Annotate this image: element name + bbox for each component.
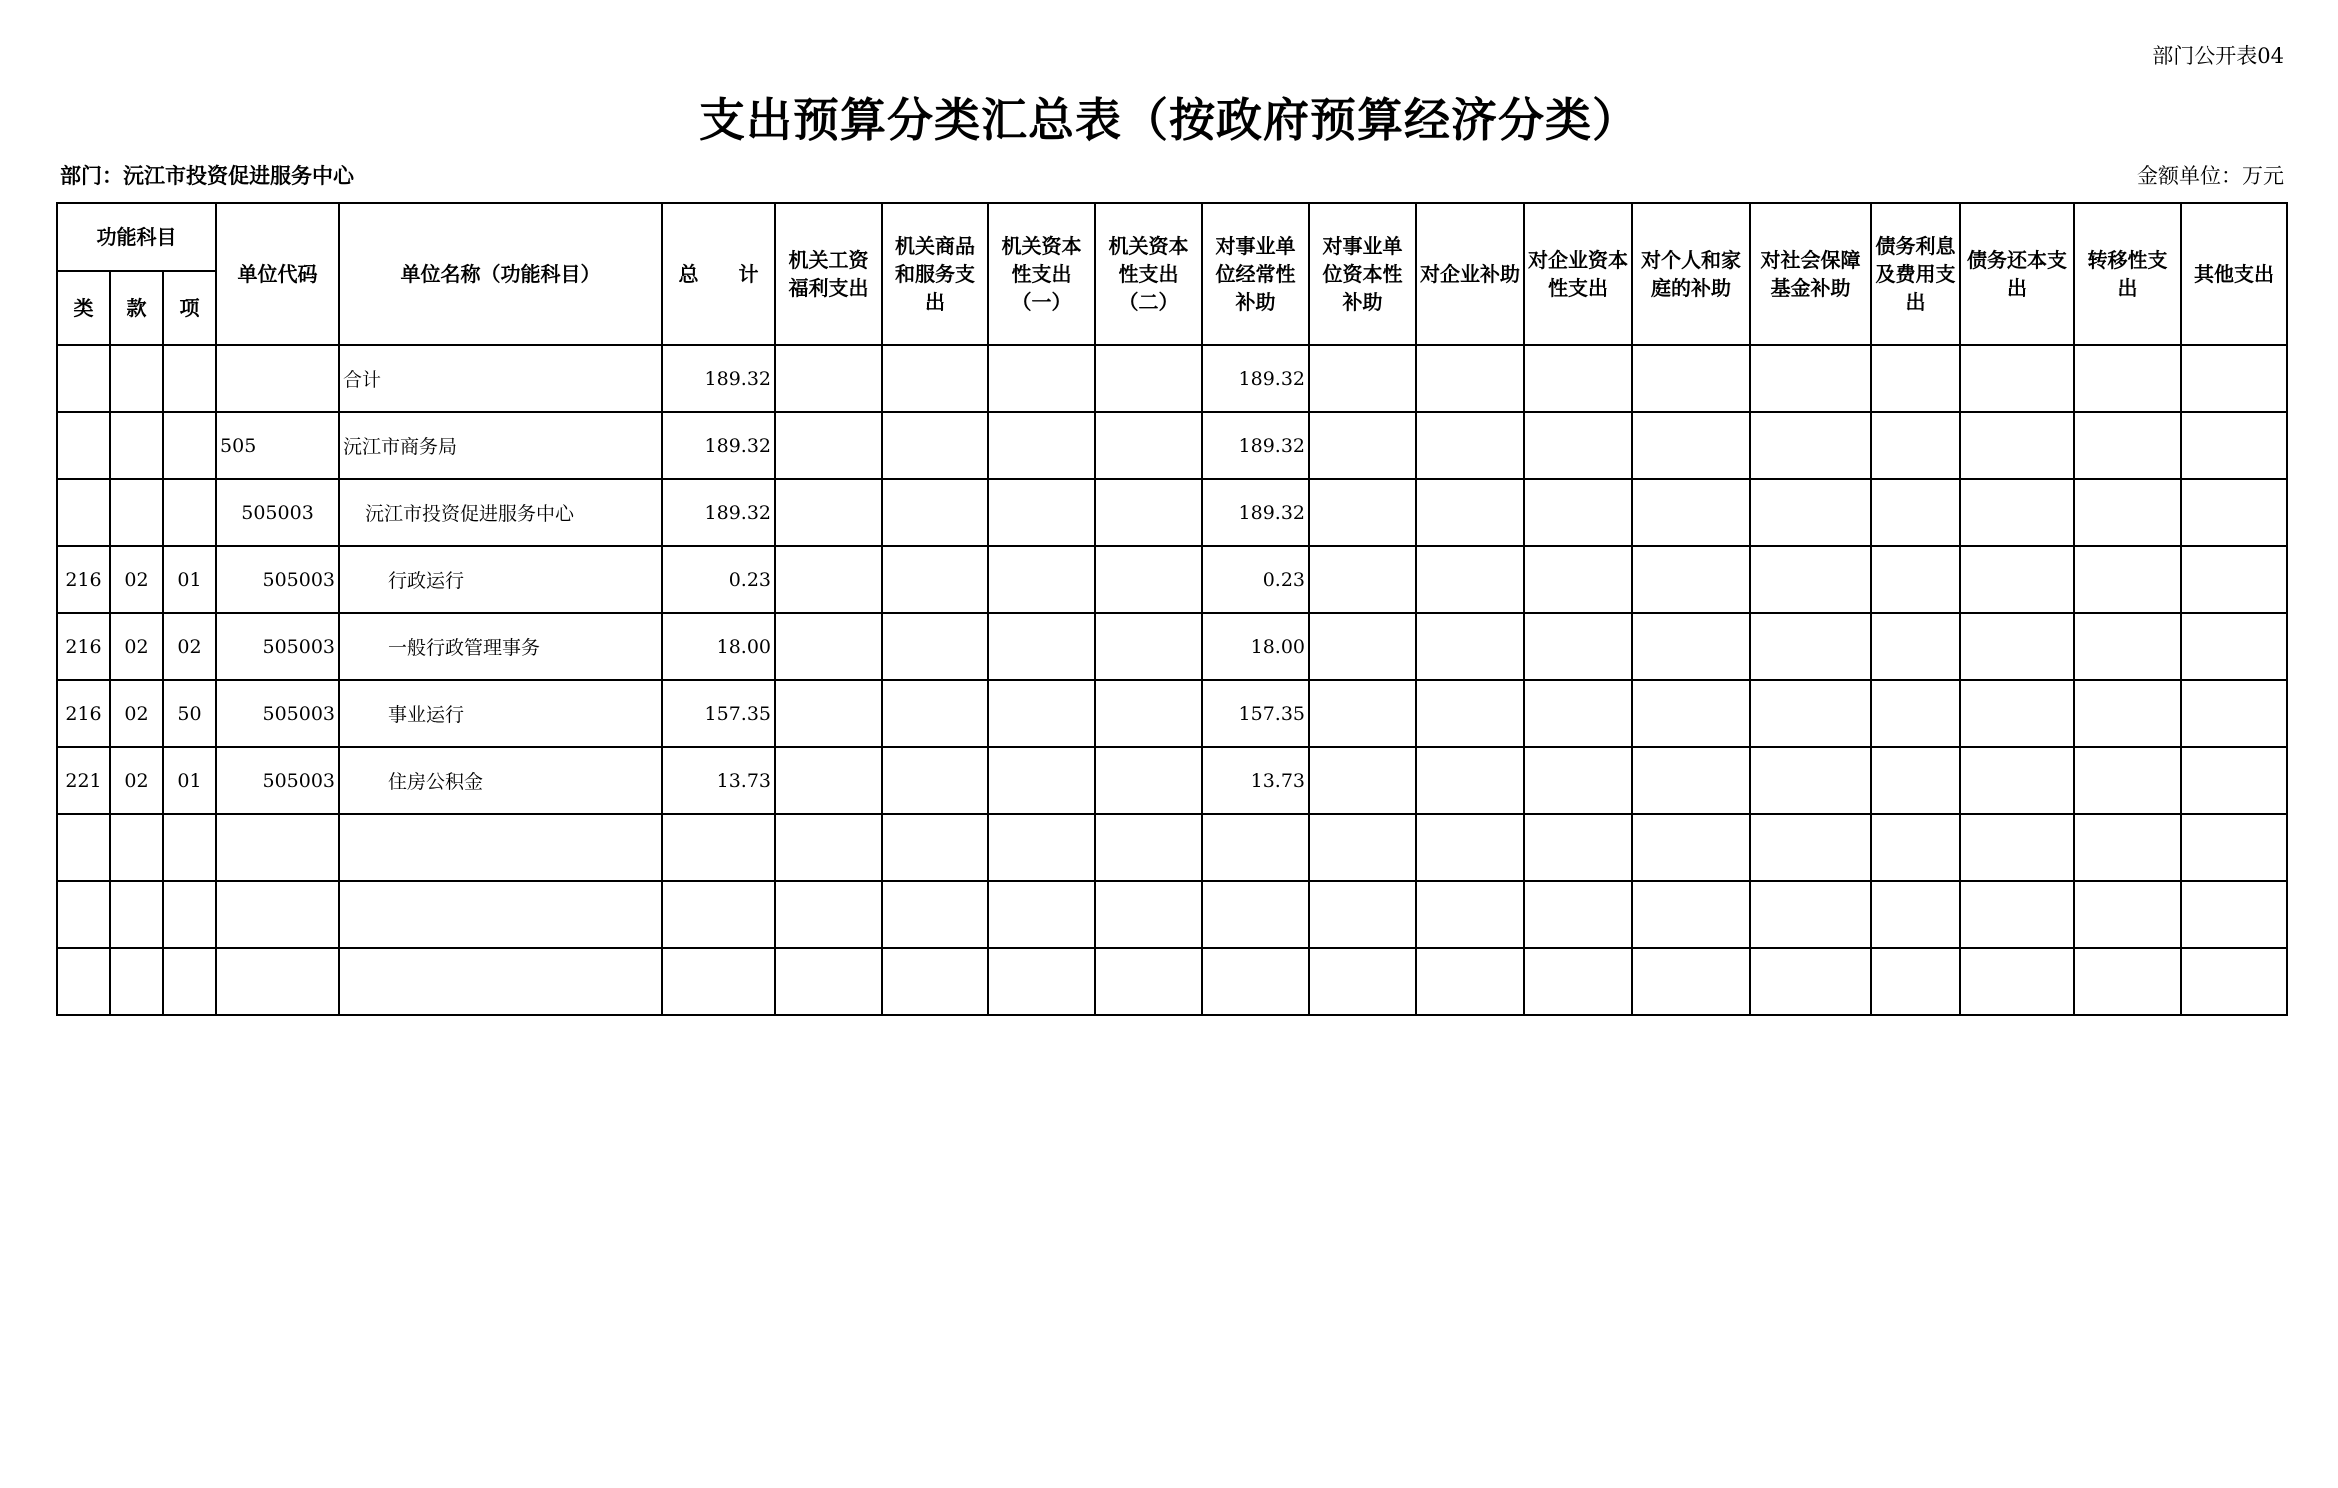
cell-unit-code [216, 814, 339, 881]
cell-col-8 [1524, 613, 1632, 680]
cell-col-1 [775, 546, 882, 613]
cell-col-3 [988, 613, 1095, 680]
cell-col-2 [882, 546, 988, 613]
cell-col-2 [882, 680, 988, 747]
table-header [57, 203, 2287, 345]
cell-col-2 [882, 948, 988, 1015]
cell-lei [57, 881, 110, 948]
cell-col-4 [1095, 546, 1202, 613]
cell-unit-name: 沅江市投资促进服务中心 [339, 479, 662, 546]
cell-col-7 [1416, 613, 1524, 680]
cell-col-9 [1632, 412, 1750, 479]
cell-xiang [163, 881, 216, 948]
cell-total: 0.23 [662, 546, 775, 613]
cell-col-8 [1524, 747, 1632, 814]
cell-col-7 [1416, 881, 1524, 948]
cell-unit-code [216, 345, 339, 412]
cell-col-14 [2181, 546, 2287, 613]
cell-col-10 [1750, 948, 1871, 1015]
cell-unit-name: 事业运行 [339, 680, 662, 747]
cell-kuan: 02 [110, 613, 163, 680]
cell-col-14 [2181, 479, 2287, 546]
cell-kuan: 02 [110, 680, 163, 747]
cell-col-13 [2074, 546, 2181, 613]
cell-unit-code [216, 881, 339, 948]
table-row [57, 613, 2287, 680]
cell-col-14 [2181, 412, 2287, 479]
header-col-14: 其他支出 [2181, 203, 2287, 345]
cell-col-10 [1750, 479, 1871, 546]
cell-col-5: 189.32 [1202, 479, 1309, 546]
cell-col-11 [1871, 479, 1960, 546]
page-title: 支出预算分类汇总表（按政府预算经济分类） [699, 93, 1639, 147]
cell-kuan [110, 814, 163, 881]
cell-total: 189.32 [662, 412, 775, 479]
header-total: 总 计 [662, 203, 775, 345]
cell-col-14 [2181, 814, 2287, 881]
cell-col-9 [1632, 881, 1750, 948]
header-unit-name: 单位名称（功能科目） [339, 203, 662, 345]
cell-col-1 [775, 412, 882, 479]
cell-total: 18.00 [662, 613, 775, 680]
cell-col-4 [1095, 814, 1202, 881]
cell-col-3 [988, 546, 1095, 613]
header-unit-code: 单位代码 [216, 203, 339, 345]
cell-unit-code [216, 948, 339, 1015]
cell-col-9 [1632, 613, 1750, 680]
cell-unit-name: 沅江市商务局 [339, 412, 662, 479]
cell-unit-name: 合计 [339, 345, 662, 412]
budget-table [56, 202, 2288, 1016]
cell-lei [57, 948, 110, 1015]
cell-col-9 [1632, 345, 1750, 412]
cell-col-7 [1416, 747, 1524, 814]
header-col-13: 转移性支出 [2074, 203, 2181, 345]
cell-xiang [163, 948, 216, 1015]
header-col-10: 对社会保障基金补助 [1750, 203, 1871, 345]
cell-total: 157.35 [662, 680, 775, 747]
header-col-5: 对事业单位经常性补助 [1202, 203, 1309, 345]
cell-col-4 [1095, 747, 1202, 814]
cell-col-3 [988, 747, 1095, 814]
cell-total: 13.73 [662, 747, 775, 814]
cell-col-13 [2074, 345, 2181, 412]
cell-col-12 [1960, 747, 2074, 814]
cell-col-6 [1309, 680, 1416, 747]
cell-col-13 [2074, 479, 2181, 546]
table-body [57, 345, 2287, 1015]
cell-col-1 [775, 613, 882, 680]
table-row [57, 546, 2287, 613]
cell-kuan [110, 881, 163, 948]
cell-col-4 [1095, 948, 1202, 1015]
cell-col-13 [2074, 747, 2181, 814]
cell-col-10 [1750, 881, 1871, 948]
cell-kuan: 02 [110, 747, 163, 814]
cell-col-1 [775, 680, 882, 747]
cell-col-13 [2074, 613, 2181, 680]
header-row-1 [57, 203, 2287, 271]
cell-col-4 [1095, 680, 1202, 747]
cell-col-11 [1871, 345, 1960, 412]
header-func-subject: 功能科目 [57, 203, 216, 271]
cell-col-9 [1632, 948, 1750, 1015]
cell-col-9 [1632, 546, 1750, 613]
amount-unit-label: 金额单位：万元 [2137, 164, 2284, 188]
cell-unit-code: 505003 [216, 680, 339, 747]
cell-col-6 [1309, 747, 1416, 814]
cell-col-6 [1309, 613, 1416, 680]
cell-col-2 [882, 412, 988, 479]
cell-unit-name: 行政运行 [339, 546, 662, 613]
cell-col-7 [1416, 412, 1524, 479]
cell-col-5: 13.73 [1202, 747, 1309, 814]
cell-col-10 [1750, 345, 1871, 412]
cell-col-5: 0.23 [1202, 546, 1309, 613]
cell-col-13 [2074, 412, 2181, 479]
cell-col-8 [1524, 881, 1632, 948]
table-row [57, 881, 2287, 948]
cell-xiang: 50 [163, 680, 216, 747]
cell-kuan: 02 [110, 546, 163, 613]
cell-col-9 [1632, 479, 1750, 546]
cell-xiang [163, 412, 216, 479]
cell-col-12 [1960, 680, 2074, 747]
cell-col-14 [2181, 747, 2287, 814]
cell-col-7 [1416, 546, 1524, 613]
cell-xiang: 01 [163, 747, 216, 814]
cell-col-4 [1095, 881, 1202, 948]
cell-col-1 [775, 814, 882, 881]
cell-col-5: 18.00 [1202, 613, 1309, 680]
cell-col-13 [2074, 814, 2181, 881]
table-row [57, 345, 2287, 412]
cell-col-8 [1524, 814, 1632, 881]
cell-unit-code: 505003 [216, 546, 339, 613]
cell-col-6 [1309, 948, 1416, 1015]
cell-total: 189.32 [662, 479, 775, 546]
table-row [57, 412, 2287, 479]
cell-col-11 [1871, 680, 1960, 747]
document-code: 部门公开表04 [2152, 44, 2284, 68]
cell-lei [57, 412, 110, 479]
cell-col-14 [2181, 680, 2287, 747]
cell-kuan [110, 345, 163, 412]
cell-col-9 [1632, 680, 1750, 747]
cell-kuan [110, 412, 163, 479]
cell-col-8 [1524, 680, 1632, 747]
cell-xiang [163, 479, 216, 546]
cell-col-3 [988, 680, 1095, 747]
header-col-7: 对企业补助 [1416, 203, 1524, 345]
header-xiang: 项 [163, 271, 216, 345]
cell-col-8 [1524, 546, 1632, 613]
cell-total: 189.32 [662, 345, 775, 412]
cell-col-8 [1524, 948, 1632, 1015]
cell-col-10 [1750, 814, 1871, 881]
cell-col-3 [988, 412, 1095, 479]
cell-col-11 [1871, 747, 1960, 814]
cell-col-11 [1871, 546, 1960, 613]
header-col-1: 机关工资福利支出 [775, 203, 882, 345]
cell-col-5: 189.32 [1202, 412, 1309, 479]
cell-unit-code: 505003 [216, 747, 339, 814]
cell-kuan [110, 479, 163, 546]
cell-total [662, 814, 775, 881]
cell-col-7 [1416, 814, 1524, 881]
cell-col-8 [1524, 412, 1632, 479]
cell-col-4 [1095, 412, 1202, 479]
cell-col-2 [882, 479, 988, 546]
cell-col-2 [882, 814, 988, 881]
cell-unit-name [339, 881, 662, 948]
header-col-11: 债务利息及费用支出 [1871, 203, 1960, 345]
cell-col-12 [1960, 881, 2074, 948]
header-col-4: 机关资本性支出（二） [1095, 203, 1202, 345]
cell-col-10 [1750, 546, 1871, 613]
cell-col-12 [1960, 546, 2074, 613]
cell-kuan [110, 948, 163, 1015]
cell-xiang: 02 [163, 613, 216, 680]
cell-lei [57, 345, 110, 412]
table-row [57, 948, 2287, 1015]
cell-col-6 [1309, 412, 1416, 479]
cell-col-12 [1960, 412, 2074, 479]
header-lei: 类 [57, 271, 110, 345]
cell-col-3 [988, 814, 1095, 881]
cell-total [662, 881, 775, 948]
cell-col-11 [1871, 881, 1960, 948]
cell-col-11 [1871, 948, 1960, 1015]
cell-total [662, 948, 775, 1015]
cell-col-4 [1095, 345, 1202, 412]
cell-col-6 [1309, 479, 1416, 546]
table-row [57, 814, 2287, 881]
cell-col-6 [1309, 814, 1416, 881]
cell-lei: 216 [57, 613, 110, 680]
cell-col-13 [2074, 881, 2181, 948]
cell-xiang [163, 814, 216, 881]
header-col-12: 债务还本支出 [1960, 203, 2074, 345]
cell-col-2 [882, 881, 988, 948]
cell-unit-name: 住房公积金 [339, 747, 662, 814]
cell-lei: 216 [57, 546, 110, 613]
cell-col-6 [1309, 546, 1416, 613]
cell-lei: 216 [57, 680, 110, 747]
cell-col-2 [882, 345, 988, 412]
header-col-9: 对个人和家庭的补助 [1632, 203, 1750, 345]
cell-col-13 [2074, 948, 2181, 1015]
cell-lei [57, 814, 110, 881]
cell-col-13 [2074, 680, 2181, 747]
cell-col-5 [1202, 814, 1309, 881]
cell-col-1 [775, 479, 882, 546]
cell-col-3 [988, 948, 1095, 1015]
cell-col-12 [1960, 948, 2074, 1015]
cell-col-11 [1871, 412, 1960, 479]
cell-col-8 [1524, 345, 1632, 412]
cell-unit-name [339, 814, 662, 881]
cell-col-9 [1632, 814, 1750, 881]
header-col-3: 机关资本性支出（一） [988, 203, 1095, 345]
cell-col-7 [1416, 345, 1524, 412]
cell-col-1 [775, 747, 882, 814]
cell-col-8 [1524, 479, 1632, 546]
cell-col-6 [1309, 881, 1416, 948]
cell-col-4 [1095, 613, 1202, 680]
cell-col-9 [1632, 747, 1750, 814]
cell-col-11 [1871, 613, 1960, 680]
cell-unit-code: 505 [216, 412, 339, 479]
cell-col-14 [2181, 613, 2287, 680]
department-label: 部门：沅江市投资促进服务中心 [60, 164, 354, 188]
cell-unit-code: 505003 [216, 479, 339, 546]
cell-col-2 [882, 613, 988, 680]
cell-unit-code: 505003 [216, 613, 339, 680]
cell-lei: 221 [57, 747, 110, 814]
cell-col-14 [2181, 345, 2287, 412]
cell-col-7 [1416, 948, 1524, 1015]
cell-col-3 [988, 881, 1095, 948]
cell-col-12 [1960, 613, 2074, 680]
cell-col-5 [1202, 948, 1309, 1015]
cell-xiang [163, 345, 216, 412]
cell-col-11 [1871, 814, 1960, 881]
cell-col-6 [1309, 345, 1416, 412]
cell-col-3 [988, 345, 1095, 412]
table-row [57, 479, 2287, 546]
cell-col-10 [1750, 680, 1871, 747]
table-row [57, 747, 2287, 814]
cell-col-5: 189.32 [1202, 345, 1309, 412]
header-kuan: 款 [110, 271, 163, 345]
cell-col-12 [1960, 814, 2074, 881]
cell-unit-name: 一般行政管理事务 [339, 613, 662, 680]
cell-col-2 [882, 747, 988, 814]
cell-col-4 [1095, 479, 1202, 546]
cell-col-10 [1750, 613, 1871, 680]
cell-col-1 [775, 948, 882, 1015]
cell-col-3 [988, 479, 1095, 546]
cell-col-1 [775, 881, 882, 948]
cell-col-7 [1416, 680, 1524, 747]
cell-col-7 [1416, 479, 1524, 546]
header-col-2: 机关商品和服务支出 [882, 203, 988, 345]
cell-lei [57, 479, 110, 546]
cell-col-14 [2181, 948, 2287, 1015]
cell-col-14 [2181, 881, 2287, 948]
cell-col-5 [1202, 881, 1309, 948]
header-col-6: 对事业单位资本性补助 [1309, 203, 1416, 345]
header-col-8: 对企业资本性支出 [1524, 203, 1632, 345]
cell-col-1 [775, 345, 882, 412]
cell-unit-name [339, 948, 662, 1015]
cell-col-12 [1960, 479, 2074, 546]
cell-col-5: 157.35 [1202, 680, 1309, 747]
cell-xiang: 01 [163, 546, 216, 613]
cell-col-10 [1750, 747, 1871, 814]
table-row [57, 680, 2287, 747]
cell-col-10 [1750, 412, 1871, 479]
cell-col-12 [1960, 345, 2074, 412]
